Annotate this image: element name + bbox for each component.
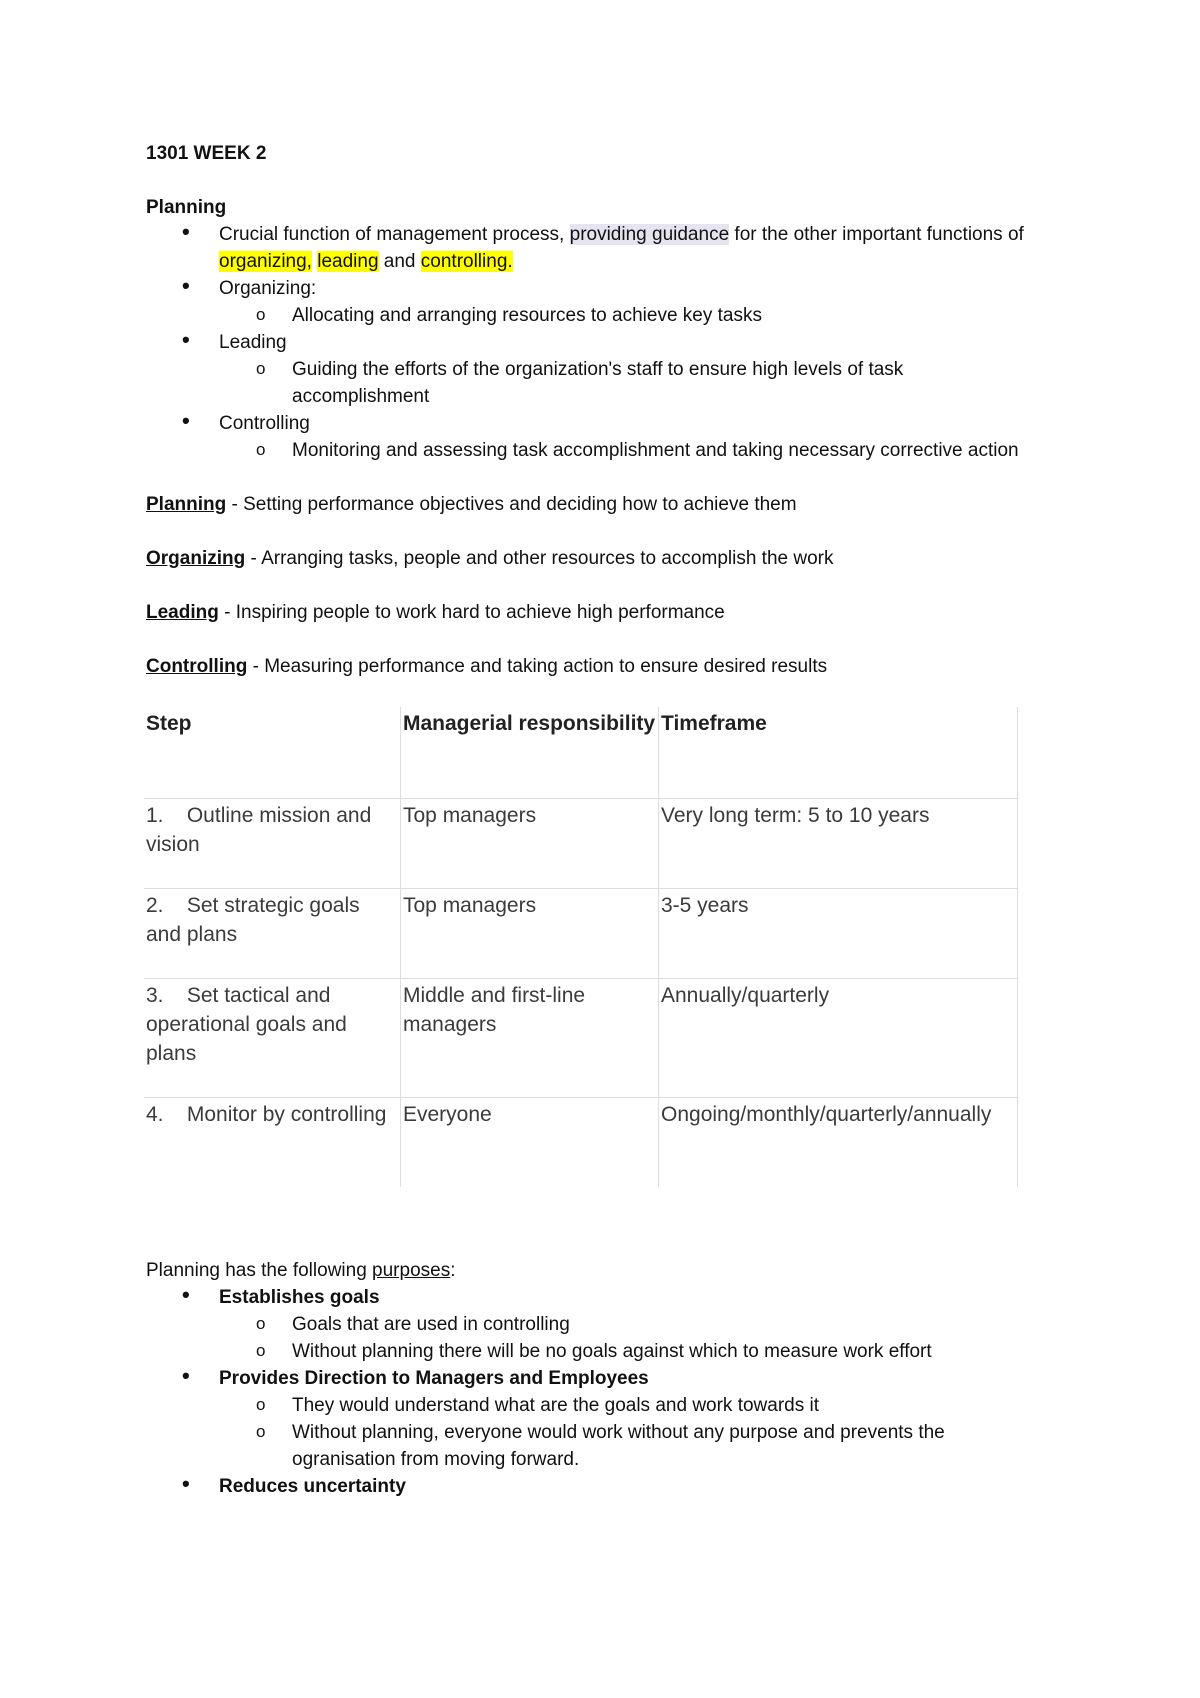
sub-list-item: o Goals that are used in controlling [292,1311,1026,1338]
table-row [144,799,1018,889]
table-row [144,1098,1018,1188]
table-cell: Middle and first-line managers [401,979,659,1098]
list-item [219,329,1026,410]
definition-term: Planning [146,494,227,515]
definition-text: - Measuring performance and taking action to ensure desired results [247,656,828,677]
planning-heading: Planning [146,197,227,218]
page-title: 1301 WEEK 2 [146,143,267,164]
definition [146,653,1026,680]
sub-list-item: o Without planning there will be no goals against which to measure work effort [292,1338,1026,1365]
definition-term: Organizing [146,548,246,569]
definition-text: - Inspiring people to work hard to achieve high performance [218,602,725,623]
list-item [219,1473,1026,1500]
sub-list-item: o Allocating and arranging resources to achieve key tasks [292,302,1026,329]
purposes-term: purposes [372,1260,451,1281]
intro-text: for the other important functions of [729,224,1024,245]
list-item [219,1365,1026,1473]
intro-text: Crucial function of management process, [219,224,570,245]
definition-term: Controlling [146,656,248,677]
definition [146,599,1026,626]
intro-text: and [378,251,421,272]
planning-list [146,221,1026,464]
sub-list-item: o Monitoring and assessing task accomplishment and taking necessary corrective action [292,437,1026,464]
column-header-responsibility: Managerial responsibility [401,707,659,799]
highlighted-text: leading [317,251,379,272]
definition-text: - Setting performance objectives and deciding how to achieve them [226,494,797,515]
item-label: Leading [219,332,287,353]
list-item [219,275,1026,329]
table-cell: 1. Outline mission and vision [144,799,401,889]
list-item [219,221,1026,275]
highlighted-text: providing guidance [569,224,730,245]
definition [146,545,1026,572]
item-label: Organizing: [219,278,317,299]
list-item [219,410,1026,464]
purposes-list [146,1284,1026,1500]
purpose-label: Reduces uncertainty [219,1476,406,1497]
item-label: Controlling [219,413,310,434]
purposes-intro-text: : [450,1260,456,1281]
list-item [219,1284,1026,1365]
column-header-timeframe: Timeframe [659,707,1018,799]
table-cell: Very long term: 5 to 10 years [659,799,1018,889]
column-header-step: Step [144,707,401,799]
table-cell: 3. Set tactical and operational goals and plans [144,979,401,1098]
table-cell: Everyone [401,1098,659,1188]
table-row [144,889,1018,979]
table-row [144,979,1018,1098]
table-cell: Ongoing/monthly/quarterly/annually [659,1098,1018,1188]
document-page [146,140,1026,1500]
table-cell: Annually/quarterly [659,979,1018,1098]
sub-list-item: o They would understand what are the goals and work towards it [292,1392,1026,1419]
definition-text: - Arranging tasks, people and other resources to accomplish the work [245,548,834,569]
purpose-label: Establishes goals [219,1287,380,1308]
purposes-intro [146,1257,1026,1284]
purposes-intro-text: Planning has the following [146,1260,373,1281]
sub-list-item: o Guiding the efforts of the organization's staff to ensure high levels of task accomplishment [292,356,1026,410]
sub-list-item: o Without planning, everyone would work without any purpose and prevents the ogranisation from moving forward. [292,1419,1026,1473]
definition-term: Leading [146,602,219,623]
purpose-label: Provides Direction to Managers and Employees [219,1368,649,1389]
definition [146,491,1026,518]
highlighted-text: controlling. [420,251,513,272]
highlighted-text: organizing, [219,251,312,272]
table-header-row [144,707,1018,799]
planning-steps-table [144,707,1018,1187]
table-cell: 2. Set strategic goals and plans [144,889,401,979]
table-cell: Top managers [401,799,659,889]
table-cell: 4. Monitor by controlling [146,1103,387,1126]
table-cell: Top managers [401,889,659,979]
table-cell: 3-5 years [659,889,1018,979]
